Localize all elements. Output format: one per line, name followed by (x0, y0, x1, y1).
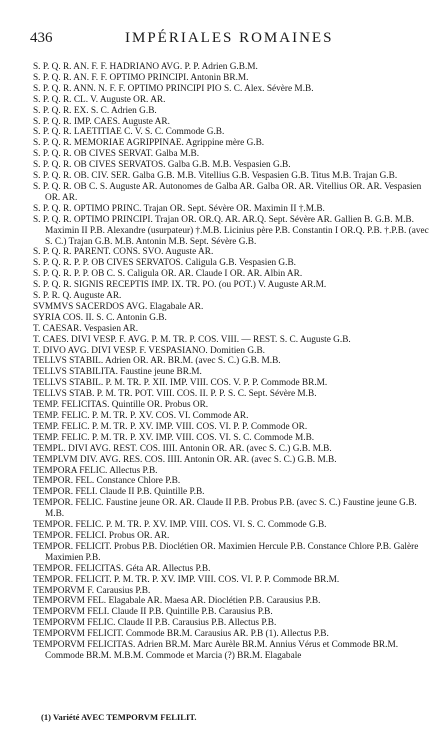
legend-entry: TELLVS STABIL. Adrien OR. AR. BR.M. (avec S. C.) G.B. M.B. (33, 356, 281, 367)
legend-entry: TEMP. FELIC. P. M. TR. P. XV. IMP. VIII. COS. VI. P. P. Commode OR. (33, 421, 308, 432)
page-header (30, 30, 430, 46)
legend-entry: TEMPOR. FELICIT. P. M. TR. P. XV. IMP. VIII. COS. VI. P. P. Commode BR.M. (33, 574, 340, 585)
legend-entry: S. P. Q. R. OPTIMO PRINCIPI. Trajan OR. OR.Q. AR. AR.Q. Sept. Sévère AR. Gallien B. G.B. M.B. Maximin II P.B. Alexandre (usurpateur) †.M.B. Licinius père P.B. Constantin I OR.Q. P.B. †.P.B. (avec S. C.) Trajan G.B. M.B. Antonin M.B. Sept. Sévère G.B. (33, 214, 429, 247)
legend-entry: T. DIVO AVG. DIVI VESP. F. VESPASIANO. Domitien G.B. (33, 345, 265, 356)
legend-entry: TEMPORVM FELICIT. Commode BR.M. Carausius AR. P.B (1). Allectus P.B. (33, 629, 329, 640)
legend-entry: TEMPOR. FELICIT. Probus P.B. Dioclétien OR. Maximien Hercule P.B. Constance Chlore P.B. Galère Maximien P.B. (33, 541, 419, 563)
legend-entry: TEMPOR. FELIC. Faustine jeune OR. AR. Claude II P.B. Probus P.B. (avec S. C.) Faustine jeune G.B. M.B. (33, 498, 417, 520)
legend-entry: TEMP. FELICITAS. Quintille OR. Probus OR. (33, 400, 209, 411)
legend-entry: S. P. Q. R. P. P. OB C. S. Caligula OR. AR. Claude I OR. AR. Albin AR. (33, 269, 303, 280)
legend-entry: S. P. Q. R. P. P. OB CIVES SERVATOS. Caligula G.B. Vespasien G.B. (33, 258, 296, 269)
legend-entry: SVMMVS SACERDOS AVG. Elagabale AR. (33, 301, 204, 312)
legend-entry: S. P. Q. R. SIGNIS RECEPTIS IMP. IX. TR. PO. (ou POT.) V. Auguste AR.M. (33, 280, 327, 291)
legend-entry: TEMPOR. FELICITAS. Géta AR. Allectus P.B. (33, 563, 211, 574)
legend-entry: S. P. Q. R. EX. S. C. Adrien G.B. (33, 105, 157, 116)
legend-entry: S. P. Q. R. ANN. N. F. F. OPTIMO PRINCIPI PIO S. C. Alex. Sévère M.B. (33, 83, 314, 94)
running-title: IMPÉRIALES ROMAINES (125, 30, 334, 46)
legend-entry: S. P. Q. R. OB CIVES SERVAT. Galba M.B. (33, 149, 200, 160)
legend-entry: TEMPORVM FEL. Elagabale AR. Maesa AR. Dioclétien P.B. Carausius P.B. (33, 596, 321, 607)
legend-entry: TEMP. FELIC. P. M. TR. P. XV. IMP. VIII. COS. VI. S. C. Commode M.B. (33, 432, 315, 443)
legend-entry: S. P. Q. R. PARENT. CONS. SVO. Auguste AR. (33, 247, 214, 258)
legend-entry: TELLVS STAB. P. M. TR. POT. VIII. COS. II. P. P. S. C. Sept. Sévère M.B. (33, 389, 317, 400)
legend-entry: TEMPOR. FELIC. P. M. TR. P. XV. IMP. VIII. COS. VI. S. C. Commode G.B. (33, 520, 327, 531)
legend-entry: TEMPORVM FELICITAS. Adrien BR.M. Marc Aurèle BR.M. Annius Vérus et Commode BR.M. Commode BR.M. M.B.M. Commode et Marcia (?) BR.M. Elagabale (33, 640, 399, 661)
legend-entry: S. P. Q. R. OB C. S. Auguste AR. Autonomes de Galba AR. Galba OR. AR. Vitellius OR. AR. Vespasien OR. AR. (33, 181, 422, 203)
legend-entry: S. P. Q. R. OPTIMO PRINC. Trajan OR. Sept. Sévère OR. Maximin II †.M.B. (33, 203, 325, 214)
legend-entry: TEMPOR. FELI. Claude II P.B. Quintille P.B. (33, 487, 205, 498)
legend-entry: SYRIA COS. II. S. C. Antonin G.B. (33, 312, 167, 323)
footnote: (1) Variété AVEC TEMPORVM FELILIT. (41, 712, 197, 722)
legend-entry: S. P. Q. R. OB CIVES SERVATOS. Galba G.B. M.B. Vespasien G.B. (33, 160, 291, 171)
legend-entry: TEMPORVM F. Carausius P.B. (33, 585, 151, 596)
legend-entry: TELLVS STABIL. P. M. TR. P. XII. IMP. VIII. COS. V. P. P. Commode BR.M. (33, 378, 328, 389)
legend-entry: S. P. R. Q. Auguste AR. (33, 291, 122, 302)
legend-entry: TEMPL. DIVI AVG. REST. COS. IIII. Antonin OR. AR. (avec S. C.) G.B. M.B. (33, 443, 332, 454)
legend-entries-list (33, 62, 433, 662)
legend-entry: T. CAESAR. Vespasien AR. (33, 323, 139, 334)
legend-entry: TELLVS STABILITA. Faustine jeune BR.M. (33, 367, 202, 378)
legend-entry: S. P. Q. R. CL. V. Auguste OR. AR. (33, 94, 166, 105)
legend-entry: TEMPORA FELIC. Allectus P.B. (33, 465, 158, 476)
legend-entry: TEMPLVM DIV. AVG. RES. COS. IIII. Antonin OR. AR. (avec S. C.) G.B. M.B. (33, 454, 337, 465)
legend-entry: S. P. Q. R. OB. CIV. SER. Galba G.B. M.B. Vitellius G.B. Vespasien G.B. Titus M.B. Trajan G.B. (33, 171, 398, 182)
legend-entry: TEMP. FELIC. P. M. TR. P. XV. COS. VI. Commode AR. (33, 411, 249, 421)
legend-entry: TEMPOR. FEL. Constance Chlore P.B. (33, 476, 181, 487)
legend-entry: TEMPORVM FELI. Claude II P.B. Quintille P.B. Carausius P.B. (33, 607, 273, 618)
legend-entry: S. P. Q. R. MEMORIAE AGRIPPINAE. Agrippine mère G.B. (33, 138, 265, 149)
legend-entry: S. P. Q. R. IMP. CAES. Auguste AR. (33, 116, 170, 127)
page-number: 436 (30, 30, 53, 46)
legend-entry: T. CAES. DIVI VESP. F. AVG. P. M. TR. P. COS. VIII. — REST. S. C. Auguste G.B. (33, 334, 351, 345)
legend-entry: TEMPOR. FELICI. Probus OR. AR. (33, 530, 170, 541)
legend-entry: S. P. Q. R. AN. F. F. HADRIANO AVG. P. P. Adrien G.B.M. (33, 62, 258, 72)
legend-entry: TEMPORVM FELIC. Claude II P.B. Carausius P.B. Allectus P.B. (33, 618, 277, 629)
legend-entry: S. P. Q. R. LAETITIAE C. V. S. C. Commode G.B. (33, 127, 225, 138)
legend-entry: S. P. Q. R. AN. F. F. OPTIMO PRINCIPI. Antonin BR.M. (33, 72, 249, 83)
